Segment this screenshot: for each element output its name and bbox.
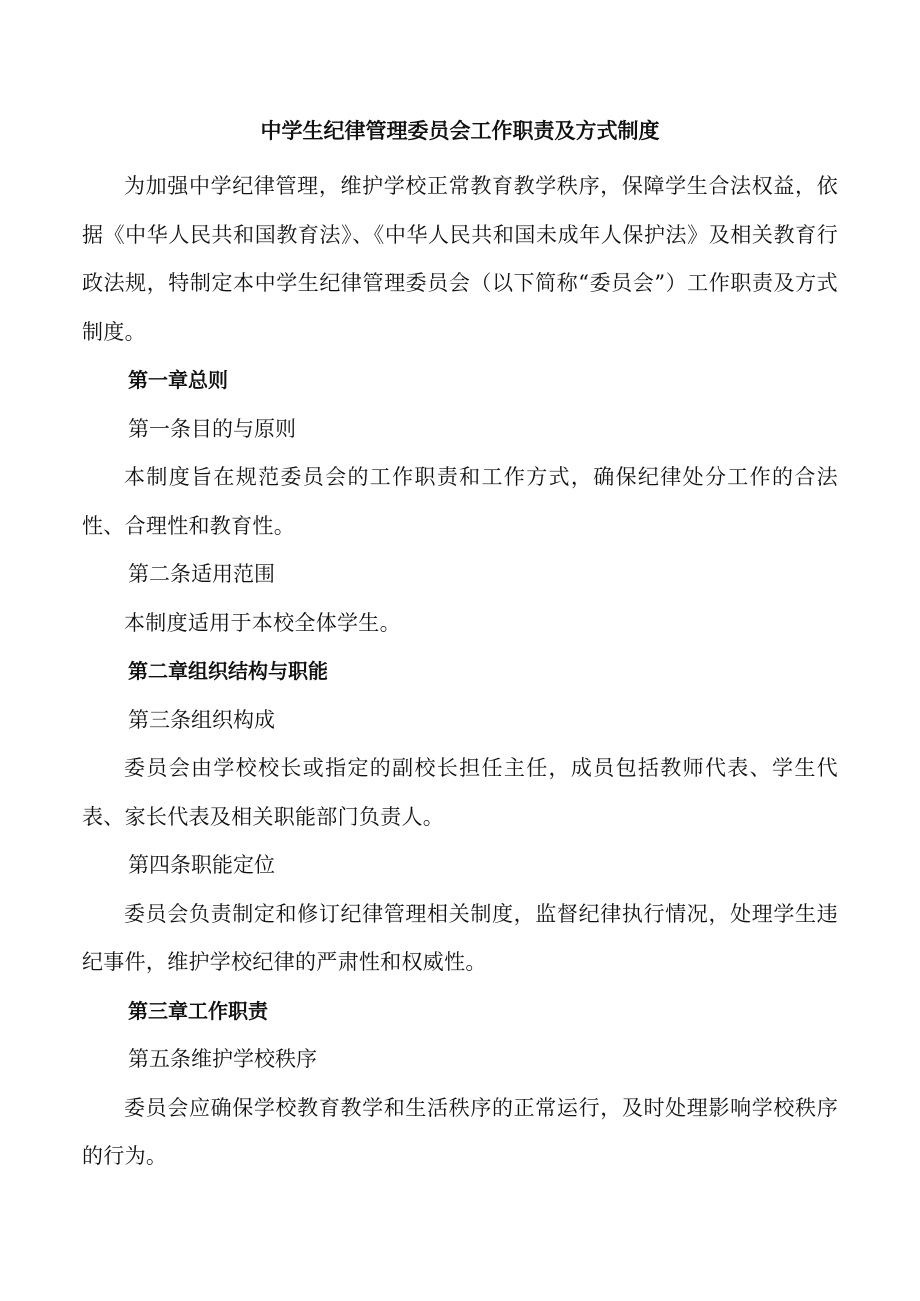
intro-paragraph: 为加强中学纪律管理，维护学校正常教育教学秩序，保障学生合法权益，依据《中华人民共和国教育法》、《中华人民共和国未成年人保护法》及相关教育行政法规，特制定本中学生纪律管理委员会（以下简称“委员会”）工作职责及方式制度。 [82,174,838,344]
article-4-heading: 第四条职能定位 [128,853,275,877]
chapter-1-heading: 第一章总则 [128,368,228,392]
chapter-2-heading: 第二章组织结构与职能 [128,659,328,683]
article-1-heading: 第一条目的与原则 [128,416,296,441]
article-1-text: 本制度旨在规范委员会的工作职责和工作方式，确保纪律处分工作的合法性、合理性和教育性。 [82,465,838,538]
article-3-heading: 第三条组织构成 [128,707,275,732]
article-3-text: 委员会由学校校长或指定的副校长担任主任，成员包括教师代表、学生代表、家长代表及相关职能部门负责人。 [82,756,838,829]
article-5-heading: 第五条维护学校秩序 [128,1047,317,1071]
article-2-heading: 第二条适用范围 [128,562,275,586]
article-4-text: 委员会负责制定和修订纪律管理相关制度，监督纪律执行情况，处理学生违纪事件，维护学校纪律的严肃性和权威性。 [82,901,838,974]
document-title: 中学生纪律管理委员会工作职责及方式制度 [260,119,660,143]
chapter-3-heading: 第三章工作职责 [128,998,268,1023]
article-2-text: 本制度适用于本校全体学生。 [124,610,401,635]
article-5-text: 委员会应确保学校教育教学和生活秩序的正常运行，及时处理影响学校秩序的行为。 [82,1095,838,1168]
